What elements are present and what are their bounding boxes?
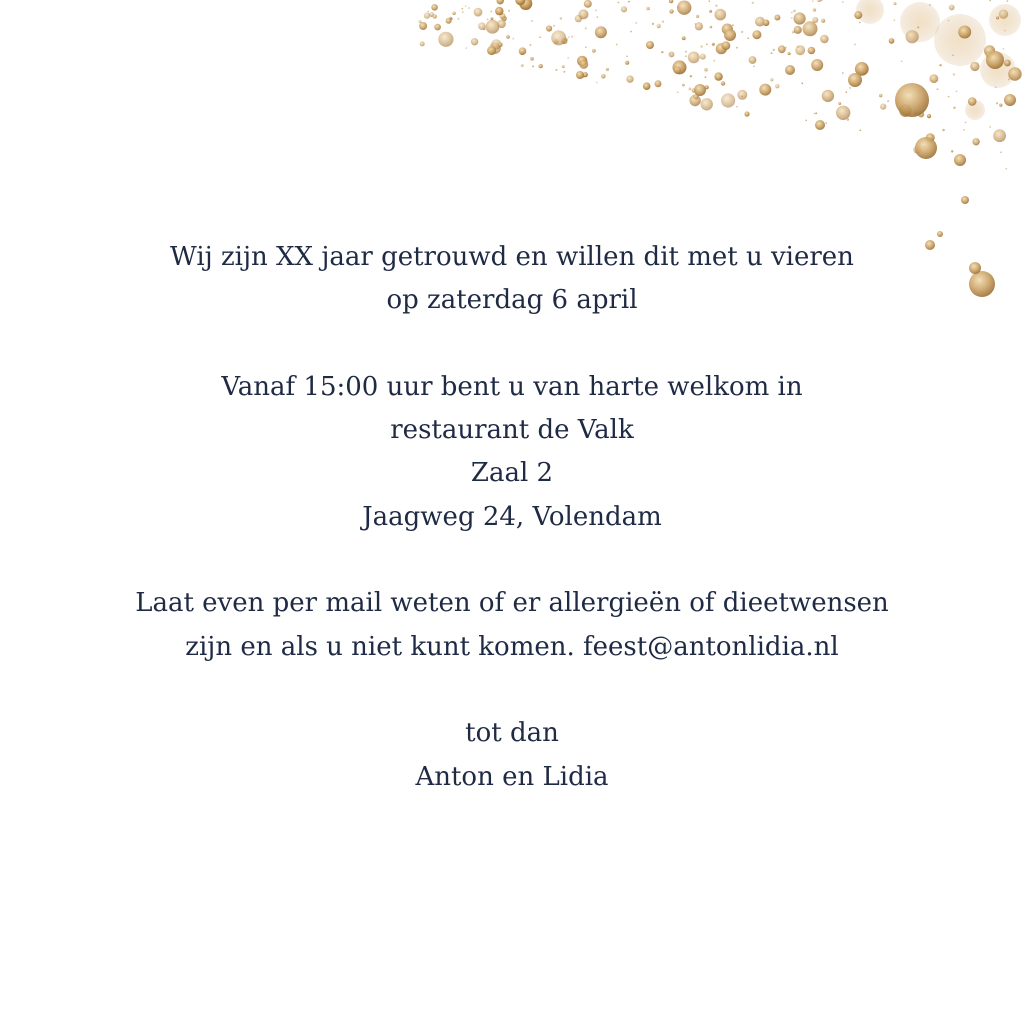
signature-line: Anton en Lidia [415, 761, 609, 792]
confetti-dot [968, 97, 977, 106]
confetti-dot [579, 60, 588, 69]
confetti-dot [616, 44, 618, 46]
confetti-dot [1004, 94, 1016, 106]
confetti-dot [822, 90, 834, 102]
confetti-dot [705, 76, 707, 78]
confetti-dot [601, 74, 606, 79]
confetti-dot [462, 8, 464, 10]
confetti-dot [487, 19, 489, 21]
confetti-dot [805, 119, 807, 121]
confetti-dot [462, 11, 464, 13]
confetti-dot [794, 12, 806, 24]
confetti-dot [695, 23, 697, 25]
confetti-dot [491, 17, 494, 20]
confetti-dot [737, 90, 747, 100]
confetti-dot [741, 95, 743, 97]
confetti-dot [1007, 0, 1009, 2]
confetti-dot [927, 114, 931, 118]
confetti-dot [999, 10, 1008, 19]
confetti-dot [465, 5, 467, 7]
confetti-dot [420, 41, 425, 46]
confetti-dot [669, 52, 675, 58]
confetti-dot [657, 24, 661, 28]
confetti-dot [813, 8, 816, 11]
venue-line: restaurant de Valk [390, 415, 634, 446]
confetti-dot [958, 26, 971, 39]
confetti-dot [880, 104, 886, 110]
confetti-dot [450, 17, 452, 19]
confetti-dot [688, 52, 700, 64]
confetti-dot [752, 30, 761, 39]
confetti-dot [452, 12, 455, 15]
confetti-dot [948, 96, 950, 98]
confetti-dot [753, 65, 755, 67]
confetti-dot [788, 52, 791, 55]
confetti-dot [530, 57, 534, 61]
spacer [0, 323, 1024, 366]
confetti-dot [595, 26, 607, 38]
confetti-dot [635, 22, 637, 24]
confetti-dot [652, 23, 654, 25]
date-line: op zaterdag 6 april [386, 285, 638, 316]
confetti-dot [685, 55, 687, 57]
confetti-dot [724, 29, 736, 41]
confetti-dot [942, 129, 944, 131]
confetti-dot [519, 47, 527, 55]
confetti-dot [696, 15, 699, 18]
confetti-dot [848, 73, 862, 87]
confetti-dot [721, 81, 725, 85]
rsvp-line: Laat even per mail weten of er allergieën of dieetwensen [135, 588, 889, 619]
confetti-dot [625, 61, 629, 65]
confetti-dot [736, 106, 738, 108]
confetti-dot [906, 30, 919, 43]
confetti-dot [854, 44, 856, 46]
confetti-dot [596, 82, 598, 84]
confetti-dot [752, 2, 754, 4]
confetti-dot [713, 60, 715, 62]
confetti-dot [486, 20, 500, 34]
confetti-dot [458, 18, 460, 20]
confetti-dot [677, 1, 691, 15]
confetti-dot [953, 73, 955, 75]
confetti-dot [770, 78, 773, 81]
confetti-dot [1004, 30, 1006, 32]
confetti-dot [771, 52, 773, 54]
confetti-dot [815, 120, 825, 130]
confetti-dot [704, 68, 708, 72]
confetti-dot [531, 20, 533, 22]
confetti-dot [709, 0, 711, 2]
spacer [0, 669, 1024, 712]
confetti-dot [468, 7, 470, 9]
confetti-dot [939, 64, 941, 66]
invitation-text [0, 236, 1024, 799]
confetti-dot [646, 41, 654, 49]
confetti-dot [860, 129, 862, 131]
confetti-dot [963, 129, 965, 131]
confetti-dot [744, 111, 749, 116]
confetti-dot [563, 71, 565, 73]
confetti-dot [889, 38, 895, 44]
confetti-dot [854, 11, 862, 19]
confetti-dot [815, 112, 817, 114]
confetti-dot [490, 10, 492, 12]
confetti-dot [521, 64, 524, 67]
confetti-dot [585, 27, 587, 29]
confetti-dot [471, 38, 478, 45]
confetti-dot [562, 65, 565, 68]
confetti-dot [474, 8, 483, 17]
confetti-dot [736, 47, 738, 49]
confetti-dot [965, 122, 967, 124]
confetti-dot [427, 11, 429, 13]
confetti-dot [741, 31, 743, 33]
confetti-dot [546, 25, 552, 31]
confetti-dot [618, 2, 620, 4]
confetti-dot [431, 15, 433, 17]
confetti-dot [419, 22, 427, 30]
confetti-dot [661, 51, 663, 53]
confetti-dot [495, 7, 503, 15]
confetti-dot [803, 21, 818, 36]
confetti-dot [821, 0, 823, 1]
confetti-dot [712, 43, 715, 46]
confetti-dot [560, 17, 562, 19]
address-line: Jaagweg 24, Volendam [362, 501, 662, 532]
confetti-dot [721, 93, 735, 107]
confetti-dot [763, 20, 770, 27]
confetti-dot [820, 35, 829, 44]
confetti-dot [715, 9, 727, 21]
confetti-dot [690, 75, 692, 77]
confetti-dot [859, 22, 861, 24]
confetti-dot [895, 83, 929, 117]
confetti-dot [655, 80, 662, 87]
confetti-dot [842, 1, 844, 3]
confetti-dot [539, 64, 543, 68]
confetti-dot [970, 62, 979, 71]
confetti-dot [929, 4, 931, 6]
confetti-dot [812, 0, 814, 2]
confetti-dot [701, 98, 713, 110]
confetti-dot [433, 14, 437, 18]
confetti-dot [722, 41, 731, 50]
confetti-dot [934, 14, 986, 66]
confetti-dot [989, 126, 991, 128]
confetti-dot [682, 84, 685, 87]
confetti-dot [1008, 79, 1010, 81]
confetti-dot [682, 36, 686, 40]
confetti-dot [894, 19, 896, 21]
confetti-dot [849, 87, 851, 89]
confetti-dot [673, 66, 681, 74]
confetti-dot [759, 84, 771, 96]
confetti-dot [793, 10, 796, 13]
confetti-dot [949, 5, 955, 11]
confetti-dot [487, 46, 496, 55]
confetti-dot [785, 47, 787, 49]
confetti-dot [1004, 60, 1011, 67]
confetti-dot [795, 45, 805, 55]
confetti-dot [677, 6, 679, 8]
confetti-dot [424, 12, 430, 18]
confetti-dot [993, 129, 1006, 142]
confetti-dot [646, 7, 650, 11]
confetti-dot [438, 32, 453, 47]
confetti-dot [948, 20, 950, 22]
invite-line: Wij zijn XX jaar getrouwd en willen dit met u vieren [170, 242, 854, 272]
confetti-dot [842, 72, 844, 74]
confetti-dot [709, 10, 712, 13]
confetti-dot [930, 74, 939, 83]
confetti-dot [677, 91, 679, 93]
confetti-dot [567, 57, 569, 59]
confetti-dot [996, 102, 998, 104]
confetti-dot [901, 61, 903, 63]
confetti-dot [774, 15, 780, 21]
confetti-dot [952, 54, 954, 56]
confetti-dot [628, 1, 630, 3]
confetti-dot [986, 51, 1004, 69]
confetti-dot [808, 47, 816, 55]
confetti-dot [1000, 151, 1002, 153]
confetti-dot [954, 154, 966, 166]
confetti-dot [434, 24, 441, 31]
confetti-dot [989, 0, 991, 1]
confetti-dot [643, 82, 651, 90]
confetti-dot [506, 35, 510, 39]
confetti-dot [1003, 48, 1005, 50]
confetti-dot [669, 9, 673, 13]
confetti-dot [814, 113, 816, 115]
confetti-dot [710, 26, 713, 29]
confetti-dot [508, 10, 510, 12]
confetti-dot [791, 12, 793, 14]
confetti-dot [811, 59, 823, 71]
confetti-dot [694, 84, 706, 96]
confetti-dot [773, 49, 775, 51]
closing-line: tot dan [465, 718, 559, 749]
confetti-dot [999, 104, 1002, 107]
confetti-dot [821, 19, 825, 23]
confetti-dot [592, 49, 596, 53]
confetti-dot [630, 31, 632, 33]
confetti-dot [700, 45, 702, 47]
confetti-dot [956, 91, 958, 93]
confetti-dot [466, 47, 468, 49]
confetti-dot [838, 102, 841, 105]
confetti-dot [801, 82, 803, 84]
confetti-dot [825, 122, 827, 124]
confetti-dot [995, 86, 997, 88]
confetti-dot [576, 71, 584, 79]
confetti-dot [818, 0, 821, 2]
confetti-dot [961, 196, 969, 204]
confetti-dot [621, 6, 627, 12]
confetti-dot [497, 0, 504, 5]
confetti-dot [512, 38, 514, 40]
spacer [0, 539, 1024, 582]
confetti-dot [585, 46, 587, 48]
room-line: Zaal 2 [470, 458, 554, 489]
confetti-dot [497, 20, 506, 29]
confetti-dot [571, 36, 573, 38]
confetti-dot [846, 91, 848, 93]
time-line: Vanaf 15:00 uur bent u van harte welkom in [221, 371, 803, 402]
confetti-dot [595, 9, 597, 11]
confetti-dot [953, 107, 955, 109]
confetti-dot [529, 44, 531, 46]
confetti-dot [551, 30, 566, 45]
confetti-dot [532, 65, 534, 67]
confetti-dot [669, 0, 673, 3]
confetti-dot [775, 84, 779, 88]
confetti-dot [579, 9, 589, 19]
confetti-dot [539, 36, 541, 38]
confetti-dot [478, 22, 486, 30]
confetti-dot [917, 26, 919, 28]
confetti-dot [555, 69, 557, 71]
confetti-dot [700, 54, 706, 60]
confetti-dot [951, 150, 953, 152]
confetti-dot [715, 5, 717, 7]
confetti-dot [836, 106, 850, 120]
rsvp-email-line: zijn en als u niet kunt komen. feest@antonlidia.nl [185, 631, 839, 662]
confetti-dot [747, 37, 749, 39]
confetti-dot [1005, 168, 1007, 170]
confetti-dot [894, 2, 897, 5]
confetti-dot [936, 88, 938, 90]
confetti-dot [706, 43, 708, 45]
confetti-dot [794, 26, 802, 34]
confetti-dot [915, 137, 937, 159]
confetti-dot [785, 65, 795, 75]
confetti-dot [1008, 67, 1022, 81]
confetti-dot [714, 72, 722, 80]
confetti-dot [431, 4, 438, 11]
confetti-dot [498, 43, 502, 47]
confetti-dot [749, 56, 757, 64]
confetti-dot [606, 68, 609, 71]
confetti-dot [626, 75, 633, 82]
confetti-dot [996, 16, 999, 19]
confetti-dot [662, 20, 664, 22]
confetti-dot [553, 25, 555, 27]
confetti-dot [732, 24, 734, 26]
confetti-dot [685, 51, 687, 53]
confetti-dot [568, 36, 570, 38]
confetti-dot [887, 100, 889, 102]
confetti-dot [689, 87, 692, 90]
confetti-dot [791, 17, 793, 19]
confetti-dot [879, 94, 882, 97]
confetti-dot [989, 4, 1021, 36]
confetti-dot [669, 53, 671, 55]
confetti-dot [972, 138, 979, 145]
confetti-dot [626, 55, 628, 57]
confetti-dot [778, 45, 786, 53]
confetti-dot [584, 0, 592, 8]
confetti-dot [597, 16, 599, 18]
